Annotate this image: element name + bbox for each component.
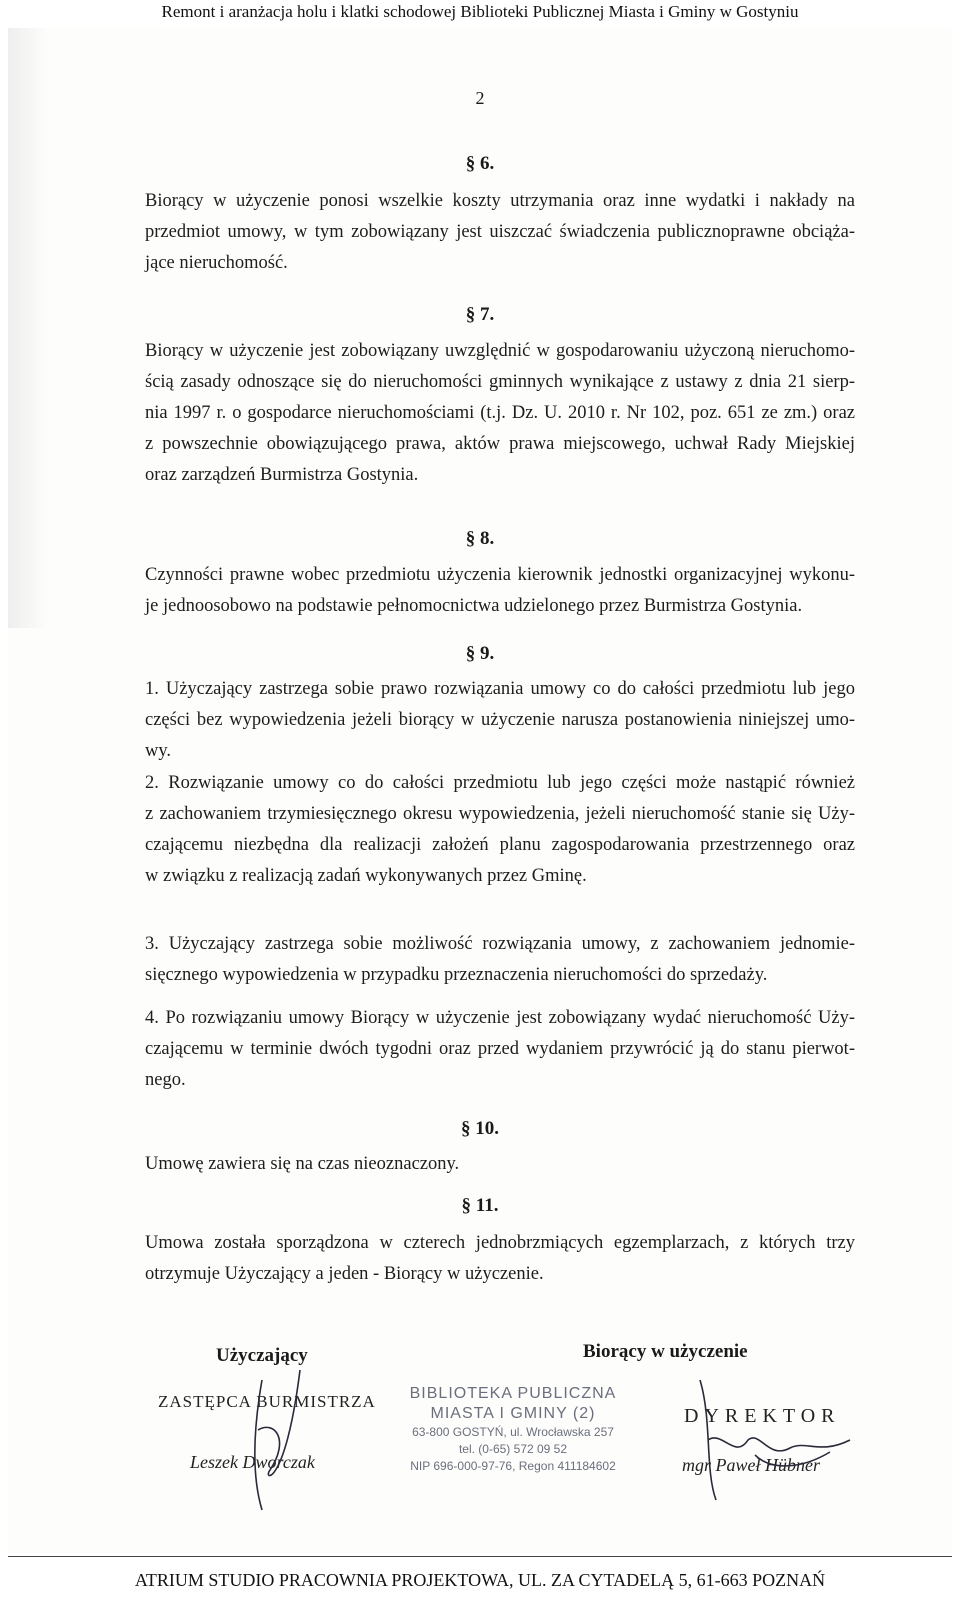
borrower-stamp-name: mgr Paweł Hübner	[682, 1455, 820, 1475]
text-line: jące nieruchomość.	[145, 253, 288, 273]
text-line: Biorący w użyczenie ponosi wszelkie koszty utrzymania oraz inne wydatki i nakłady na	[145, 191, 855, 211]
text-line: z zachowaniem trzymiesięcznego okresu wypowiedzenia, jeżeli nieruchomość stanie się Uży-	[145, 804, 855, 824]
text-line: nia 1997 r. o gospodarce nieruchomościami (t.j. Dz. U. 2010 r. Nr 102, poz. 651 ze zm.) oraz	[145, 403, 855, 423]
text-line: oraz zarządzeń Burmistrza Gostynia.	[145, 465, 419, 485]
page-number: 2	[475, 88, 485, 108]
section-heading-7: § 7.	[465, 304, 495, 325]
page-footer: ATRIUM STUDIO PRACOWNIA PROJEKTOWA, UL. ZA CYTADELĄ 5, 61-663 POZNAŃ	[134, 1570, 826, 1590]
text-line: Biorący w użyczenie jest zobowiązany uwzględnić w gospodarowaniu użyczoną nieruchomo-	[145, 341, 855, 361]
text-line: nego.	[145, 1070, 186, 1090]
text-line: otrzymuje Użyczający a jeden - Biorący w użyczenie.	[145, 1264, 544, 1284]
text-line: ścią zasady odnoszące się do nieruchomości gminnych wynikające z ustawy z dnia 21 sierp-	[145, 372, 855, 392]
text-line: Czynności prawne wobec przedmiotu użyczenia kierownik jednostki organizacyjnej wykonu-	[145, 565, 855, 585]
text-line: 1. Użyczający zastrzega sobie prawo rozwiązania umowy co do całości przedmiotu lub jego	[145, 679, 855, 699]
stamp-line: NIP 696-000-97-76, Regon 411184602	[410, 1459, 616, 1473]
borrower-signature-title: Biorący w użyczenie	[583, 1341, 748, 1362]
lender-signature-stroke	[255, 1370, 300, 1510]
text-line: czającemu niezbędna dla realizacji założeń planu zagospodarowania przestrzennego oraz	[145, 835, 855, 855]
lender-stamp-role: ZASTĘPCA BURMISTRZA	[158, 1392, 376, 1411]
borrower-signature-stroke	[700, 1380, 850, 1500]
page-header: Remont i aranżacja holu i klatki schodowej Biblioteki Publicznej Miasta i Gminy w Gostyniu	[161, 2, 799, 21]
text-line: wy.	[145, 741, 172, 761]
section-heading-9: § 9.	[465, 643, 495, 664]
text-line: w związku z realizacją zadań wykonywanych przez Gminę.	[145, 866, 587, 886]
text-line: 3. Użyczający zastrzega sobie możliwość rozwiązania umowy, z zachowaniem jednomie-	[145, 934, 855, 954]
text-line: czającemu w terminie dwóch tygodni oraz przed wydaniem przywrócić ją do stanu pierwot-	[145, 1039, 855, 1059]
text-line: przedmiot umowy, w tym zobowiązany jest uiszczać świadczenia publicznoprawne obciąża-	[145, 222, 855, 242]
stamp-line: 63-800 GOSTYŃ, ul. Wrocławska 257	[412, 1425, 614, 1439]
stamp-line: tel. (0-65) 572 09 52	[458, 1442, 568, 1456]
text-line: sięcznego wypowiedzenia w przypadku przeznaczenia nieruchomości do sprzedaży.	[145, 965, 768, 985]
footer-rule	[8, 1556, 952, 1557]
section-heading-11: § 11.	[461, 1195, 499, 1216]
text-line: Umowę zawiera się na czas nieoznaczony.	[145, 1154, 460, 1174]
text-line: Umowa została sporządzona w czterech jednobrzmiących egzemplarzach, z których trzy	[145, 1233, 855, 1253]
text-line: części bez wypowiedzenia jeżeli biorący w użyczenie narusza postanowienia niniejszej umo-	[145, 710, 855, 730]
section-heading-8: § 8.	[465, 528, 495, 549]
section-heading-10: § 10.	[461, 1118, 499, 1139]
borrower-stamp-role: DYREKTOR	[684, 1405, 841, 1427]
stamp-line: BIBLIOTEKA PUBLICZNA	[409, 1385, 617, 1402]
text-line: 2. Rozwiązanie umowy co do całości przedmiotu lub jego części może nastąpić również	[145, 773, 855, 793]
text-line: 4. Po rozwiązaniu umowy Biorący w użyczenie jest zobowiązany wydać nieruchomość Uży-	[145, 1008, 855, 1028]
lender-stamp-name: Leszek Dworczak	[190, 1452, 315, 1472]
text-line: je jednoosobowo na podstawie pełnomocnictwa udzielonego przez Burmistrza Gostynia.	[145, 596, 803, 616]
lender-signature-title: Użyczający	[216, 1345, 308, 1366]
section-heading-6: § 6.	[465, 153, 495, 174]
text-line: z powszechnie obowiązującego prawa, aktów prawa miejscowego, uchwał Rady Miejskiej	[145, 434, 855, 454]
stamp-line: MIASTA I GMINY (2)	[430, 1405, 596, 1422]
